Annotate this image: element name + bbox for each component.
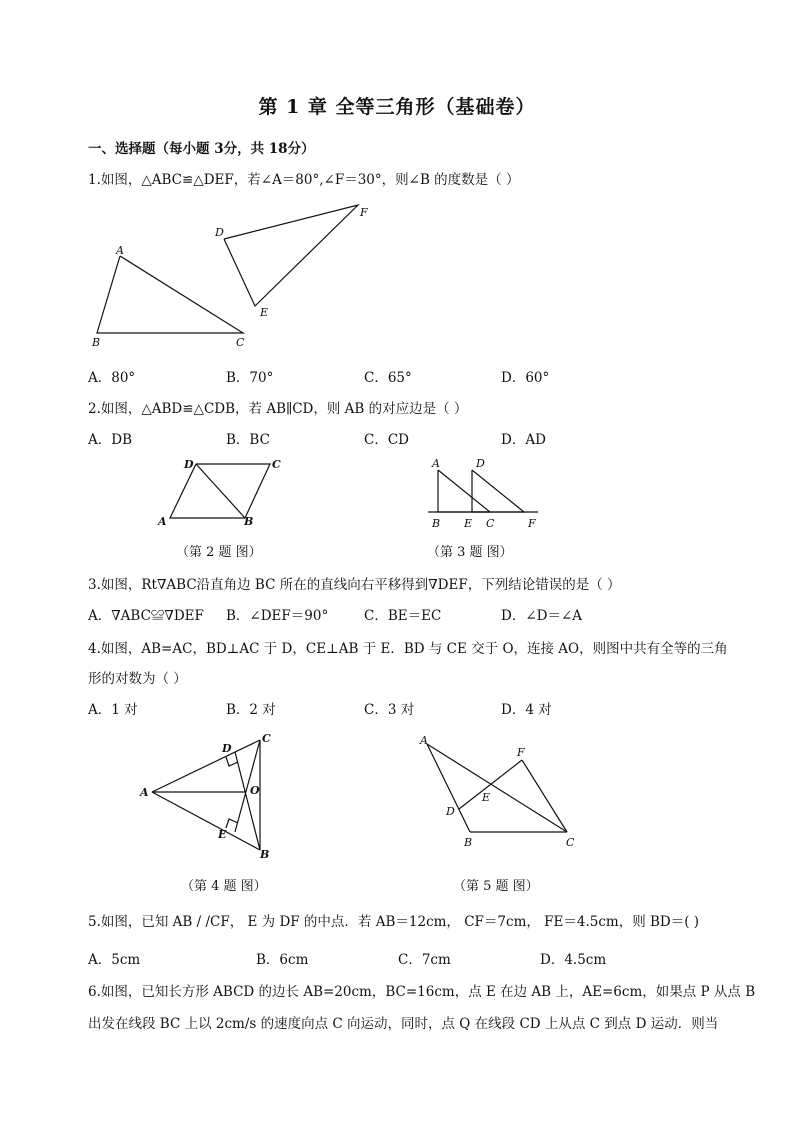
q1-label-e: E xyxy=(260,306,269,319)
question-5-figure xyxy=(410,730,590,855)
triangle-abc xyxy=(438,470,490,512)
q5-option-d[interactable]: D．4.5cm xyxy=(540,952,607,968)
q4-option-a[interactable]: A．1 对 xyxy=(88,702,138,718)
question-3-figure xyxy=(420,455,550,530)
q1-label-b: B xyxy=(92,336,101,349)
triangle-def xyxy=(472,470,524,512)
segment-bd xyxy=(235,752,260,850)
q2-label-d: D xyxy=(184,458,194,471)
q2-label-a: A xyxy=(158,515,167,528)
q5-label-b: B xyxy=(464,836,473,849)
q5-label-c: C xyxy=(566,836,575,849)
question-4-stem-line1: 4.如图，AB=AC，BD⊥AC 于 D，CE⊥AB 于 E．BD 与 CE 交于 O，连接 AO，则图中共有全等的三角 xyxy=(88,641,728,657)
page-title: 第 1 章 全等三角形（基础卷） xyxy=(258,96,536,118)
q2-label-c: C xyxy=(272,458,281,471)
q1-option-c[interactable]: C．65° xyxy=(364,370,412,386)
figure-2-caption: （第 2 题 图） xyxy=(176,545,262,560)
q4-option-c[interactable]: C．3 对 xyxy=(364,702,415,718)
question-6-line1: 6.如图，已知长方形 ABCD 的边长 AB=20cm，BC=16cm，点 E 在边 AB 上，AE=6cm，如果点 P 从点 B xyxy=(88,984,756,1000)
q5-option-a[interactable]: A．5cm xyxy=(88,952,141,968)
q3-label-f: F xyxy=(528,517,536,530)
section-heading: 一、选择题（每小题 3分，共 18分） xyxy=(88,141,315,157)
segment-df xyxy=(459,760,522,809)
q5-option-c[interactable]: C．7cm xyxy=(398,952,451,968)
q5-label-e: E xyxy=(482,791,491,804)
q4-label-o: O xyxy=(250,784,260,797)
q2-label-b: B xyxy=(244,515,254,528)
question-2-stem: 2.如图，△ABD≌△CDB，若 AB∥CD，则 AB 的对应边是（ ） xyxy=(88,401,468,417)
figure-5-caption: （第 5 题 图） xyxy=(453,879,539,894)
q1-label-c: C xyxy=(236,336,245,349)
figure-3-caption: （第 3 题 图） xyxy=(427,545,513,560)
q1-label-a: A xyxy=(116,244,124,257)
q3-option-c[interactable]: C．BE＝EC xyxy=(364,608,442,624)
triangle-abc xyxy=(97,256,243,333)
q5-option-b[interactable]: B．6cm xyxy=(256,952,309,968)
q4-label-a: A xyxy=(140,786,149,799)
q3-option-d[interactable]: D．∠D＝∠A xyxy=(501,608,583,624)
q2-option-d[interactable]: D．AD xyxy=(501,432,546,448)
q4-option-b[interactable]: B．2 对 xyxy=(226,702,276,718)
triangle-def xyxy=(224,205,358,306)
q3-option-b[interactable]: B．∠DEF＝90° xyxy=(226,608,329,624)
question-1-stem: 1.如图，△ABC≌△DEF，若∠A＝80°,∠F＝30°，则∠B 的度数是（ ） xyxy=(88,172,520,188)
q3-label-e: E xyxy=(464,517,473,530)
q1-option-a[interactable]: A．80° xyxy=(88,370,136,386)
q5-label-d: D xyxy=(446,805,455,818)
q5-label-f: F xyxy=(517,746,525,759)
q1-option-b[interactable]: B．70° xyxy=(226,370,274,386)
q3-label-b: B xyxy=(432,517,441,530)
q4-label-b: B xyxy=(260,848,270,861)
figure-4-caption: （第 4 题 图） xyxy=(181,879,267,894)
question-5-stem: 5.如图，已知 AB / /CF， E 为 DF 的中点．若 AB＝12cm， CF＝7cm， FE＝4.5cm，则 BD＝( ) xyxy=(88,914,700,930)
q3-label-a: A xyxy=(432,457,440,470)
q2-option-a[interactable]: A．DB xyxy=(88,432,132,448)
q5-label-a: A xyxy=(420,734,428,747)
q1-option-d[interactable]: D．60° xyxy=(501,370,550,386)
question-4-figure xyxy=(140,730,280,865)
q4-label-e: E xyxy=(218,828,227,841)
diagonal-db xyxy=(196,464,245,518)
question-3-stem: 3.如图，Rt∇ABC沿直角边 BC 所在的直线向右平移得到∇DEF，下列结论错误的是（ ） xyxy=(88,577,621,593)
q2-option-c[interactable]: C．CD xyxy=(364,432,409,448)
q2-option-b[interactable]: B．BC xyxy=(226,432,270,448)
question-1-figure xyxy=(80,200,380,350)
question-4-stem-line2: 形的对数为（ ） xyxy=(88,671,187,687)
q4-label-d: D xyxy=(222,742,232,755)
q4-option-d[interactable]: D．4 对 xyxy=(501,702,552,718)
q3-label-d: D xyxy=(476,457,485,470)
q1-label-d: D xyxy=(215,226,224,239)
q4-label-c: C xyxy=(262,732,271,745)
q3-label-c: C xyxy=(486,517,495,530)
q3-option-a[interactable]: A．∇ABC≌∇DEF xyxy=(88,608,204,624)
question-2-figure xyxy=(150,455,290,530)
q1-label-f: F xyxy=(360,206,368,219)
question-6-line2: 出发在线段 BC 上以 2cm/s 的速度向点 C 向运动，同时，点 Q 在线段 CD 上从点 C 到点 D 运动．则当 xyxy=(88,1016,719,1032)
segment-fc xyxy=(522,760,567,832)
